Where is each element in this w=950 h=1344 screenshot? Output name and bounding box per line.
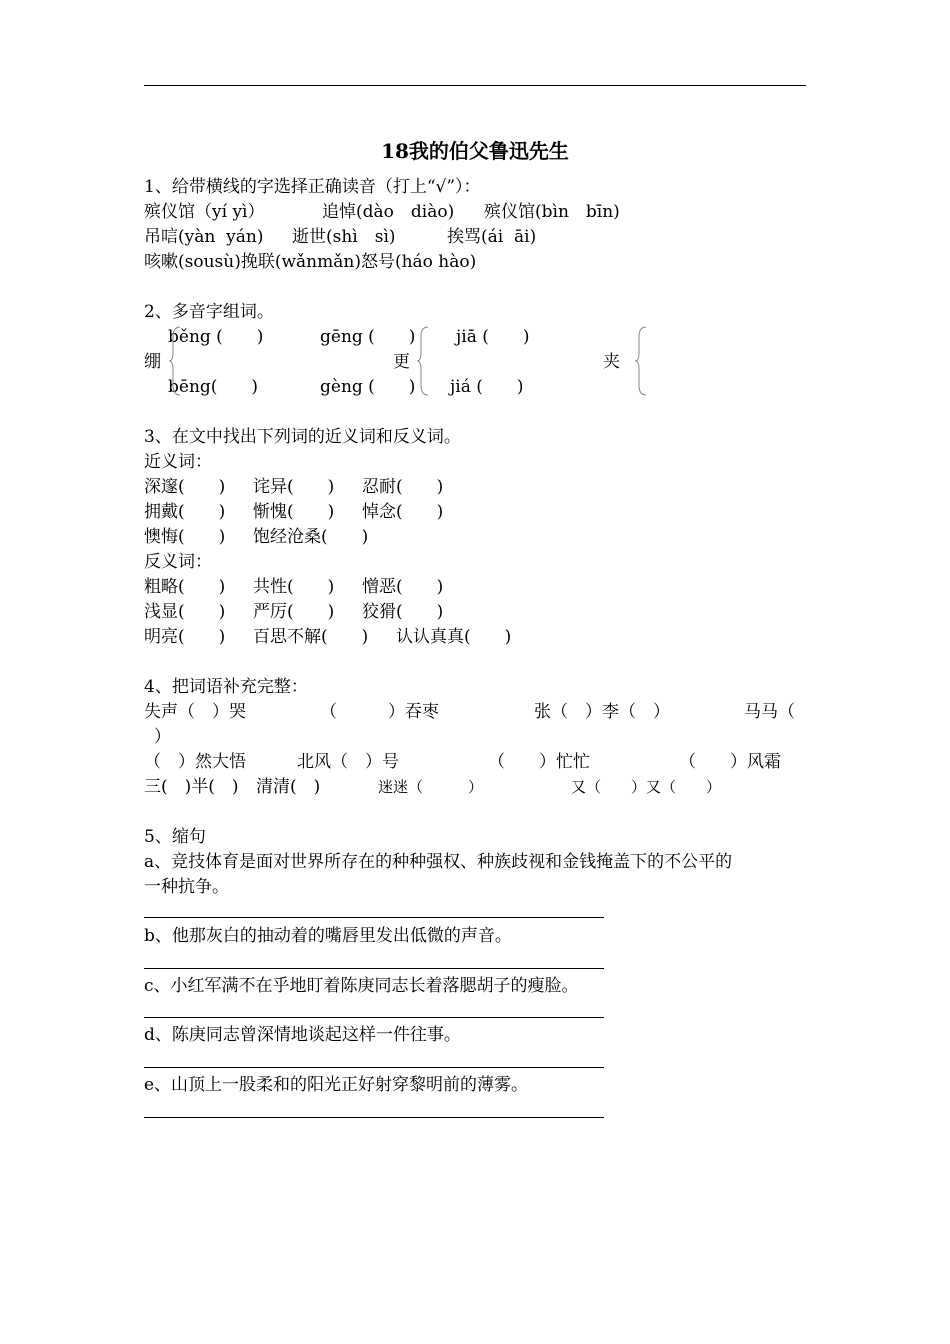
idiom-item: （ ）吞枣 bbox=[320, 702, 439, 722]
antonym-item: 粗略( ) bbox=[144, 577, 226, 597]
antonym-item: 百思不解( ) bbox=[253, 627, 369, 647]
pinyin-geng-1: gēng ( ) bbox=[320, 327, 416, 347]
brace-jia bbox=[634, 325, 648, 397]
answer-line-a[interactable] bbox=[144, 917, 604, 918]
idiom-item-continued: ） bbox=[154, 727, 171, 747]
antonym-item: 共性( ) bbox=[253, 577, 335, 597]
answer-line-e[interactable] bbox=[144, 1117, 604, 1118]
q1-item: 殡仪馆（yí yì） bbox=[144, 202, 265, 222]
pinyin-beng-1: běng ( ) bbox=[168, 327, 264, 347]
sentence-e: e、山顶上一股柔和的阳光正好射穿黎明前的薄雾。 bbox=[144, 1075, 529, 1095]
q1-item: 追悼(dào diào) bbox=[322, 202, 455, 222]
antonym-item: 严厉( ) bbox=[253, 602, 335, 622]
q1-item: 逝世(shì sì) bbox=[292, 227, 396, 247]
pinyin-geng-2: gèng ( ) bbox=[320, 377, 416, 397]
antonym-item: 浅显( ) bbox=[144, 602, 226, 622]
idiom-item: 又（ ）又（ ） bbox=[571, 778, 722, 796]
pinyin-beng-2: bēng( ) bbox=[168, 377, 259, 397]
answer-line-d[interactable] bbox=[144, 1067, 604, 1068]
antonym-item: 明亮( ) bbox=[144, 627, 226, 647]
idiom-item: 三( )半( ) bbox=[144, 777, 239, 797]
synonym-item: 懊悔( ) bbox=[144, 527, 226, 547]
synonym-item: 深邃( ) bbox=[144, 477, 226, 497]
char-beng: 绷 bbox=[144, 352, 161, 372]
idiom-item: 迷迷（ ） bbox=[378, 778, 484, 796]
idiom-item: 马马（ bbox=[744, 702, 795, 722]
char-geng: 更 bbox=[393, 352, 410, 372]
synonym-item: 忍耐( ) bbox=[362, 477, 444, 497]
synonym-item: 拥戴( ) bbox=[144, 502, 226, 522]
answer-line-b[interactable] bbox=[144, 968, 604, 969]
synonym-item: 饱经沧桑( ) bbox=[253, 527, 369, 547]
q2-heading: 2、多音字组词。 bbox=[144, 302, 274, 322]
pinyin-jia-1: jiā ( ) bbox=[456, 327, 530, 347]
q3-heading: 3、在文中找出下列词的近义词和反义词。 bbox=[144, 427, 461, 447]
q1-item: 吊唁(yàn yán) bbox=[144, 227, 264, 247]
idiom-item: （ ）然大悟 bbox=[144, 752, 246, 772]
answer-line-c[interactable] bbox=[144, 1017, 604, 1018]
idiom-item: 北风（ ）号 bbox=[297, 752, 399, 772]
char-jia: 夹 bbox=[603, 352, 620, 372]
synonym-label: 近义词： bbox=[144, 452, 212, 472]
header-rule bbox=[144, 85, 806, 86]
idiom-item: 张（ ）李（ ） bbox=[534, 702, 670, 722]
sentence-b: b、他那灰白的抽动着的嘴唇里发出低微的声音。 bbox=[144, 926, 512, 946]
sentence-c: c、小红军满不在乎地盯着陈庚同志长着落腮胡子的瘦脸。 bbox=[144, 976, 579, 996]
synonym-item: 惭愧( ) bbox=[253, 502, 335, 522]
antonym-item: 憎恶( ) bbox=[362, 577, 444, 597]
idiom-item: 清清( ) bbox=[256, 777, 321, 797]
q1-item: 殡仪馆(bìn bīn) bbox=[484, 202, 620, 222]
q4-heading: 4、把词语补充完整： bbox=[144, 677, 308, 697]
q1-heading: 1、给带横线的字选择正确读音（打上“√”）： bbox=[144, 177, 481, 197]
sentence-a: a、竞技体育是面对世界所存在的种种强权、种族歧视和金钱掩盖下的不公平的 bbox=[144, 852, 733, 872]
antonym-label: 反义词： bbox=[144, 552, 212, 572]
brace-geng bbox=[416, 325, 430, 397]
antonym-item: 认认真真( ) bbox=[396, 627, 512, 647]
idiom-item: 失声（ ）哭 bbox=[144, 702, 246, 722]
antonym-item: 狡猾( ) bbox=[362, 602, 444, 622]
synonym-item: 悼念( ) bbox=[362, 502, 444, 522]
sentence-d: d、陈庚同志曾深情地谈起这样一件往事。 bbox=[144, 1025, 461, 1045]
idiom-item: （ ）风霜 bbox=[679, 752, 781, 772]
q1-item: 挨骂(ái āi) bbox=[447, 227, 537, 247]
pinyin-jia-2: jiá ( ) bbox=[450, 377, 524, 397]
page-title: 18我的伯父鲁迅先生 bbox=[381, 139, 569, 163]
idiom-item: （ ）忙忙 bbox=[488, 752, 590, 772]
brace-beng bbox=[168, 325, 182, 397]
sentence-a-continued: 一种抗争。 bbox=[144, 877, 229, 897]
synonym-item: 诧异( ) bbox=[253, 477, 335, 497]
q1-item: 咳嗽(sousù)挽联(wǎnmǎn)怒号(háo hào) bbox=[144, 252, 477, 272]
q5-heading: 5、缩句 bbox=[144, 827, 206, 847]
